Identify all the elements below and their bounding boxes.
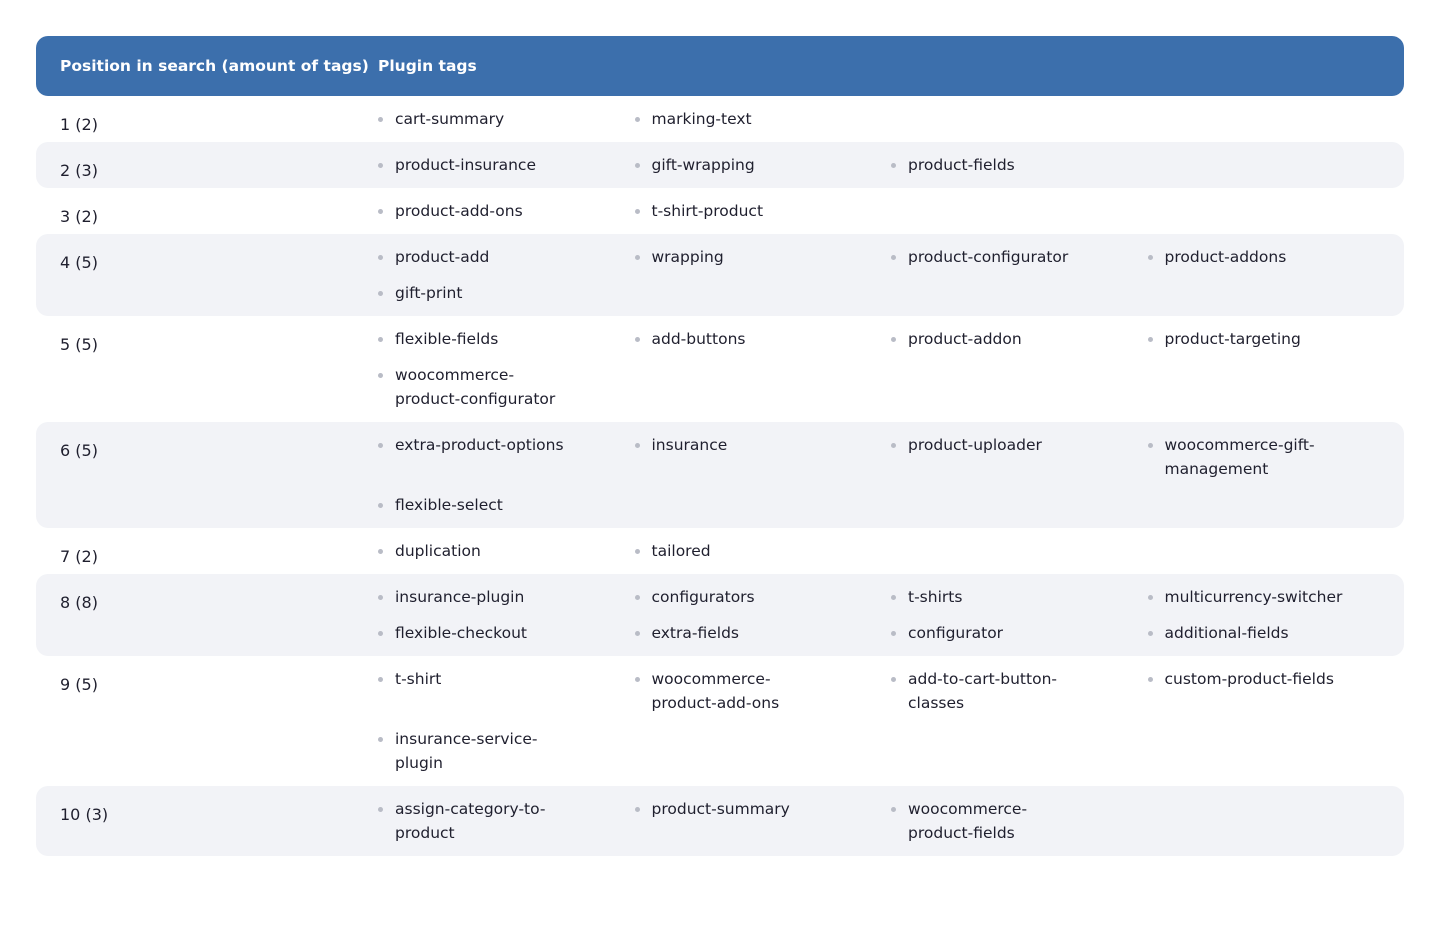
bullet-icon [378, 117, 383, 122]
bullet-icon [378, 737, 383, 742]
plugin-tag [891, 797, 1148, 845]
row-position: 2 (3) [60, 161, 98, 180]
bullet-icon [378, 163, 383, 168]
plugin-tag [1148, 585, 1405, 609]
bullet-icon [1148, 631, 1153, 636]
plugin-tag-label: product-summary [651, 800, 790, 818]
bullet-icon [378, 337, 383, 342]
plugin-tag [635, 245, 892, 269]
plugin-tag [378, 493, 635, 517]
table-row [36, 786, 1404, 856]
bullet-icon [891, 595, 896, 600]
header-position: Position in search (amount of tags) [60, 57, 369, 75]
bullet-icon [635, 595, 640, 600]
plugin-tag [378, 281, 635, 305]
plugin-tag-label: product-configurator [908, 248, 1069, 266]
plugin-tag [891, 153, 1148, 177]
plugin-tag [378, 153, 635, 177]
plugin-tag-label: insurance-service- plugin [395, 730, 538, 772]
plugin-tag-label: t-shirts [908, 588, 963, 606]
bullet-icon [635, 807, 640, 812]
plugin-tag-label: tailored [651, 542, 711, 560]
plugin-tag [635, 433, 892, 481]
plugin-tag [635, 539, 892, 563]
plugin-tag [1148, 621, 1405, 645]
row-tags [378, 528, 1404, 574]
bullet-icon [635, 631, 640, 636]
plugin-tag [378, 199, 635, 223]
plugin-tag [635, 199, 892, 223]
row-position: 10 (3) [60, 805, 109, 824]
bullet-icon [1148, 337, 1153, 342]
plugin-tag [1148, 327, 1405, 351]
plugin-tag-label: product-targeting [1164, 330, 1301, 348]
plugin-tag-label: product-insurance [395, 156, 536, 174]
plugin-tag-label: cart-summary [395, 110, 505, 128]
plugin-tag-label: additional-fields [1164, 624, 1289, 642]
row-position: 4 (5) [60, 253, 98, 272]
plugin-tag-label: gift-print [395, 284, 463, 302]
bullet-icon [635, 677, 640, 682]
plugin-tag [635, 585, 892, 609]
row-position: 7 (2) [60, 547, 98, 566]
row-tags [378, 188, 1404, 234]
table-row [36, 574, 1404, 656]
plugin-tag-label: flexible-fields [395, 330, 499, 348]
bullet-icon [635, 117, 640, 122]
plugin-tag [635, 797, 892, 845]
table-row [36, 316, 1404, 422]
plugin-tag [378, 621, 635, 645]
plugin-tag [891, 433, 1148, 481]
bullet-icon [378, 291, 383, 296]
row-tags [378, 316, 1404, 422]
plugin-tag-label: insurance [651, 436, 728, 454]
table-row [36, 422, 1404, 528]
table-header [36, 36, 1404, 96]
row-tags [378, 786, 1404, 856]
plugin-tag-label: product-addon [908, 330, 1022, 348]
plugin-tag [378, 107, 635, 131]
bullet-icon [891, 677, 896, 682]
bullet-icon [378, 631, 383, 636]
plugin-tag-label: product-uploader [908, 436, 1042, 454]
plugin-tag [635, 621, 892, 645]
table-row [36, 142, 1404, 188]
plugin-tag-label: woocommerce- product-configurator [395, 366, 556, 408]
plugin-tag [635, 327, 892, 351]
bullet-icon [378, 595, 383, 600]
bullet-icon [378, 443, 383, 448]
bullet-icon [635, 255, 640, 260]
row-position: 5 (5) [60, 335, 98, 354]
plugin-tag [378, 245, 635, 269]
plugin-tag-label: configurators [651, 588, 755, 606]
plugin-tag [891, 667, 1148, 715]
bullet-icon [891, 631, 896, 636]
plugin-tag [378, 797, 635, 845]
table-row [36, 96, 1404, 142]
bullet-icon [1148, 677, 1153, 682]
plugin-tag-label: flexible-select [395, 496, 503, 514]
plugin-tag [635, 667, 892, 715]
plugin-tag-label: woocommerce-gift- management [1164, 436, 1315, 478]
table-body [36, 96, 1404, 856]
plugin-tag-label: marking-text [651, 110, 752, 128]
bullet-icon [635, 549, 640, 554]
bullet-icon [891, 337, 896, 342]
plugin-tag-label: multicurrency-switcher [1164, 588, 1343, 606]
row-position: 3 (2) [60, 207, 98, 226]
plugin-tag [1148, 433, 1405, 481]
table-row [36, 528, 1404, 574]
plugin-tag-label: product-add-ons [395, 202, 523, 220]
plugin-tag-label: product-add [395, 248, 490, 266]
plugin-tag [378, 363, 635, 411]
plugin-tag [378, 667, 635, 715]
plugin-tag-label: gift-wrapping [651, 156, 755, 174]
plugin-tag [378, 727, 635, 775]
plugin-tag [891, 621, 1148, 645]
row-position: 1 (2) [60, 115, 98, 134]
bullet-icon [635, 209, 640, 214]
plugin-tag-label: configurator [908, 624, 1004, 642]
row-tags [378, 656, 1404, 786]
plugin-tag-label: custom-product-fields [1164, 670, 1334, 688]
plugin-tags-table [36, 36, 1404, 856]
plugin-tag [1148, 245, 1405, 269]
plugin-tag-label: t-shirt-product [651, 202, 764, 220]
plugin-tag-label: extra-product-options [395, 436, 564, 454]
bullet-icon [378, 255, 383, 260]
bullet-icon [1148, 595, 1153, 600]
plugin-tag-label: extra-fields [651, 624, 739, 642]
bullet-icon [635, 163, 640, 168]
plugin-tag [891, 585, 1148, 609]
bullet-icon [378, 503, 383, 508]
row-tags [378, 142, 1404, 188]
table-row [36, 234, 1404, 316]
plugin-tag-label: wrapping [651, 248, 724, 266]
row-position: 6 (5) [60, 441, 98, 460]
header-plugin-tags: Plugin tags [378, 57, 477, 75]
plugin-tag [635, 153, 892, 177]
bullet-icon [378, 677, 383, 682]
plugin-tag-label: product-addons [1164, 248, 1287, 266]
plugin-tag-label: add-to-cart-button- classes [908, 670, 1057, 712]
bullet-icon [378, 209, 383, 214]
plugin-tag-label: insurance-plugin [395, 588, 525, 606]
bullet-icon [378, 807, 383, 812]
bullet-icon [635, 443, 640, 448]
bullet-icon [891, 255, 896, 260]
table-row [36, 656, 1404, 786]
row-tags [378, 234, 1404, 316]
bullet-icon [1148, 443, 1153, 448]
table-row [36, 188, 1404, 234]
bullet-icon [635, 337, 640, 342]
plugin-tag-label: t-shirt [395, 670, 442, 688]
bullet-icon [891, 807, 896, 812]
plugin-tag-label: product-fields [908, 156, 1015, 174]
plugin-tag-label: woocommerce- product-add-ons [651, 670, 780, 712]
plugin-tag-label: woocommerce- product-fields [908, 800, 1028, 842]
plugin-tag [891, 327, 1148, 351]
plugin-tag [1148, 667, 1405, 715]
row-position: 9 (5) [60, 675, 98, 694]
plugin-tag [378, 433, 635, 481]
bullet-icon [378, 373, 383, 378]
plugin-tag [378, 539, 635, 563]
row-tags [378, 422, 1404, 528]
plugin-tag [891, 245, 1148, 269]
plugin-tag [378, 585, 635, 609]
row-tags [378, 96, 1404, 142]
bullet-icon [891, 163, 896, 168]
plugin-tag [635, 107, 892, 131]
plugin-tag-label: duplication [395, 542, 481, 560]
plugin-tag-label: assign-category-to- product [395, 800, 546, 842]
plugin-tag [378, 327, 635, 351]
row-tags [378, 574, 1404, 656]
row-position: 8 (8) [60, 593, 98, 612]
plugin-tag-label: flexible-checkout [395, 624, 527, 642]
plugin-tag-label: add-buttons [651, 330, 746, 348]
bullet-icon [378, 549, 383, 554]
bullet-icon [1148, 255, 1153, 260]
bullet-icon [891, 443, 896, 448]
